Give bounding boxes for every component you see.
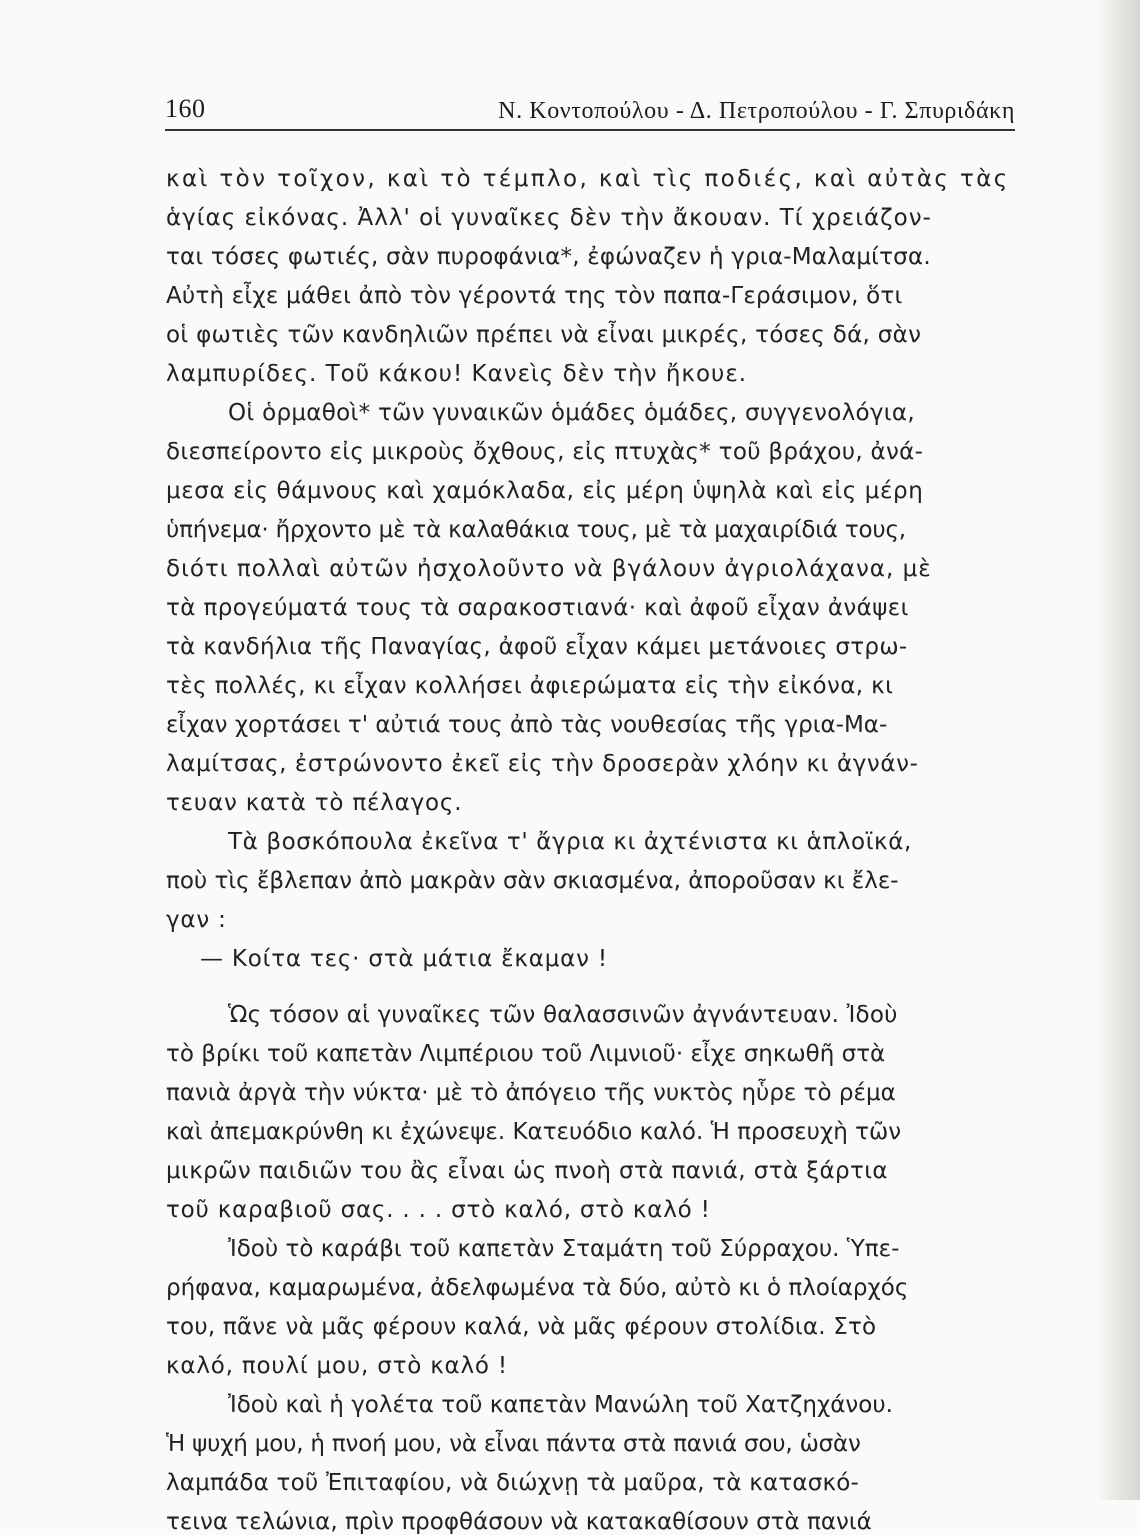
header-rule [165,129,1015,131]
text-line: λαμπυρίδες. Τοῦ κάκου! Κανεὶς δὲν τὴν ἤκουε. [166,361,748,387]
text-line: ρήφανα, καμαρωμένα, ἀδελφωμένα τὰ δύο, αὐτὸ κι ὁ πλοίαρχός [166,1275,909,1301]
text-line: Αὐτὴ εἶχε μάθει ἀπὸ τὸν γέροντά της τὸν παπα-Γεράσιμον, ὅτι [166,283,903,309]
text-line: Ἰδοὺ καὶ ἡ γολέτα τοῦ καπετὰν Μανώλη τοῦ Χατζηχάνου. [228,1392,893,1418]
text-line: τὲς πολλές, κι εἶχαν κολλήσει ἀφιερώματα εἰς τὴν εἰκόνα, κι [166,673,894,699]
text-line: τὸ βρίκι τοῦ καπετὰν Λιμπέριου τοῦ Λιμνιοῦ· εἶχε σηκωθῆ στὰ [166,1041,886,1067]
text-line: μεσα εἰς θάμνους καὶ χαμόκλαδα, εἰς μέρη ὑψηλὰ καὶ εἰς μέρη [166,478,924,504]
text-line: Ἰδοὺ τὸ καράβι τοῦ καπετὰν Σταμάτη τοῦ Σύρραχου. Ὑπε- [228,1236,900,1262]
text-line: καὶ τὸν τοῖχον, καὶ τὸ τέμπλο, καὶ τὶς ποδιές, καὶ αὐτὰς τὰς [166,166,1010,192]
text-line: ὑπήνεμα· ἤρχοντο μὲ τὰ καλαθάκια τους, μὲ τὰ μαχαιρίδιά τους, [166,517,906,543]
text-line: λαμπάδα τοῦ Ἐπιταφίου, νὰ διώχνῃ τὰ μαῦρα, τὰ κατασκό- [166,1470,860,1496]
text-line: διεσπείροντο εἰς μικροὺς ὄχθους, εἰς πτυχὰς* τοῦ βράχου, ἀνά- [166,439,924,465]
text-line: ἁγίας εἰκόνας. Ἀλλ' οἱ γυναῖκες δὲν τὴν ἄκουαν. Τί χρειάζον- [166,205,932,231]
text-line: καλό, πουλί μου, στὸ καλό ! [166,1353,508,1379]
text-line: του, πᾶνε νὰ μᾶς φέρουν καλά, νὰ μᾶς φέρουν στολίδια. Στὸ [166,1314,877,1340]
text-line: πανιὰ ἀργὰ τὴν νύκτα· μὲ τὸ ἀπόγειο τῆς νυκτὸς ηὗρε τὸ ρέμα [166,1080,896,1106]
page-edge-shadow [1098,0,1140,1500]
text-line: ποὺ τὶς ἔβλεπαν ἀπὸ μακρὰν σὰν σκιασμένα, ἀποροῦσαν κι ἔλε- [166,868,899,894]
page-header [165,94,1015,128]
text-line: εἶχαν χορτάσει τ' αὐτιά τους ἀπὸ τὰς νουθεσίας τῆς γρια-Μα- [166,712,888,738]
text-line: Τὰ βοσκόπουλα ἐκεῖνα τ' ἄγρια κι ἀχτένιστα κι ἁπλοϊκά, [228,829,912,855]
text-line: λαμίτσας, ἐστρώνοντο ἐκεῖ εἰς τὴν δροσερὰν χλόην κι ἀγνάν- [166,751,919,777]
text-line: τὰ κανδήλια τῆς Παναγίας, ἀφοῦ εἶχαν κάμει μετάνοιες στρω- [166,634,908,660]
text-line: ται τόσες φωτιές, σὰν πυροφάνια*, ἐφώναζεν ἡ γρια-Μαλαμίτσα. [166,244,931,270]
text-line: Ἡ ψυχή μου, ἡ πνοή μου, νὰ εἶναι πάντα στὰ πανιά σου, ὡσὰν [166,1431,861,1457]
text-line: Οἱ ὁρμαθοὶ* τῶν γυναικῶν ὁμάδες ὁμάδες, συγγενολόγια, [228,400,915,426]
text-line: διότι πολλαὶ αὐτῶν ἠσχολοῦντο νὰ βγάλουν ἀγριολάχανα, μὲ [166,556,932,582]
text-line: — Κοίτα τες· στὰ μάτια ἔκαμαν ! [200,946,608,972]
text-line: Ὡς τόσον αἱ γυναῖκες τῶν θαλασσινῶν ἀγνάντευαν. Ἰδοὺ [228,1002,898,1028]
running-head: Ν. Κοντοπούλου - Δ. Πετροπούλου - Γ. Σπυριδάκη [498,98,1015,124]
text-line: οἱ φωτιὲς τῶν κανδηλιῶν πρέπει νὰ εἶναι μικρές, τόσες δά, σὰν [166,322,922,348]
text-line: καὶ ἀπεμακρύνθη κι ἐχώνεψε. Κατευόδιο καλό. Ἡ προσευχὴ τῶν [166,1119,902,1145]
page-number: 160 [165,94,206,123]
text-line: μικρῶν παιδιῶν του ἂς εἶναι ὡς πνοὴ στὰ πανιά, στὰ ξάρτια [166,1158,888,1184]
text-line: τεινα τελώνια, πρὶν προφθάσουν νὰ κατακαθίσουν στὰ πανιά [166,1509,872,1535]
text-line: τοῦ καραβιοῦ σας. . . . στὸ καλό, στὸ καλό ! [166,1197,711,1223]
text-line: γαν : [166,907,227,933]
text-line: τὰ προγεύματά τους τὰ σαρακοστιανά· καὶ ἀφοῦ εἶχαν ἀνάψει [166,595,909,621]
text-line: τευαν κατὰ τὸ πέλαγος. [166,790,463,816]
